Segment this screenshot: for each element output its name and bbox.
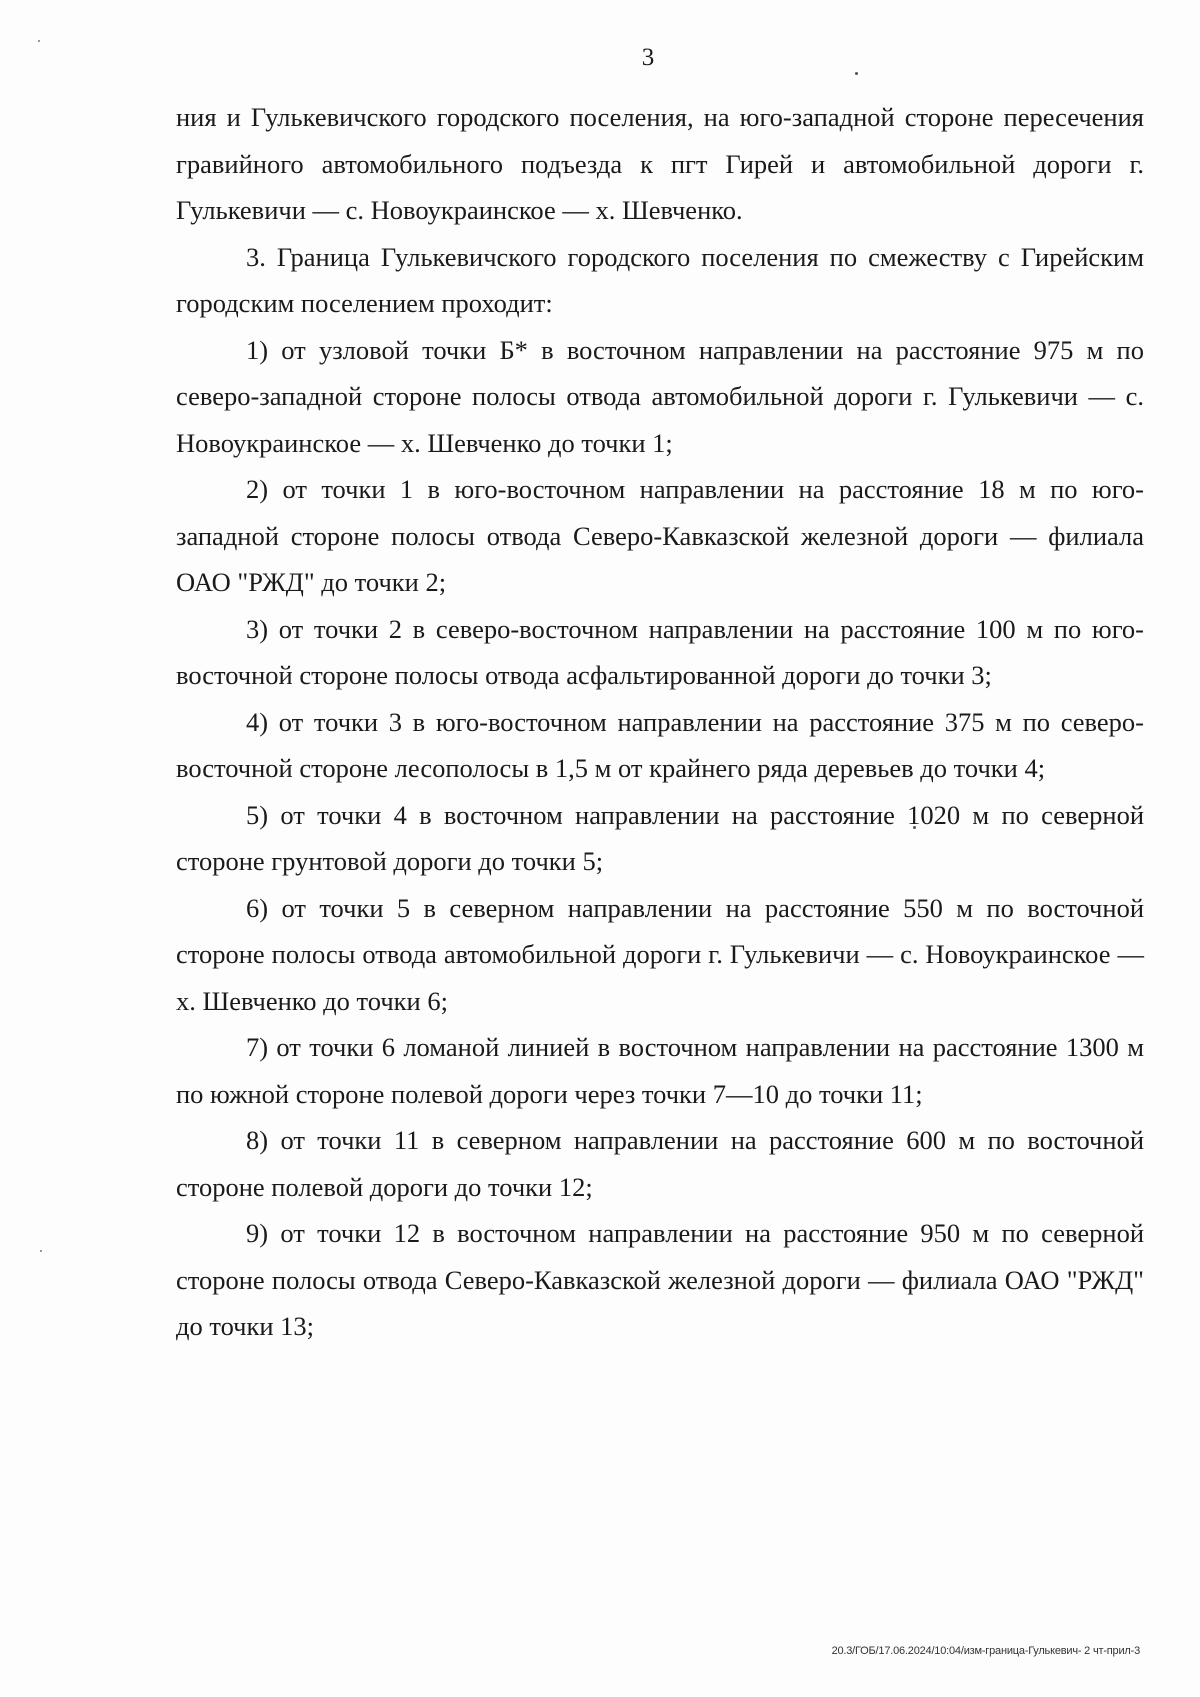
paragraph-section-3: 3. Граница Гулькевичского городского поселения по смежеству с Гирейским городским поселением проходит: (176, 241, 1144, 318)
paragraph-item-8: 8) от точки 11 в северном направлении на расстояние 600 м по восточной стороне полевой дороги до точки 12; (176, 1125, 1144, 1202)
scan-speck (40, 1250, 42, 1252)
paragraph-item-2: 2) от точки 1 в юго-восточном направлении на расстояние 18 м по юго-западной стороне полосы отвода Северо-Кавказской железной дороги — филиала ОАО "РЖД" до точки 2; (176, 474, 1144, 597)
document-body (176, 94, 1144, 1350)
paragraph-item-6: 6) от точки 5 в северном направлении на расстояние 550 м по восточной стороне полосы отвода автомобильной дороги г. Гулькевичи — с. Новоукраинское — х. Шевченко до точки 6; (176, 892, 1144, 1016)
paragraph-item-3: 3) от точки 2 в северо-восточном направлении на расстояние 100 м по юго-восточной стороне полосы отвода асфальтированной дороги до точки 3; (176, 613, 1144, 690)
paragraph-continuation: ния и Гулькевичского городского поселения, на юго-западной стороне пересечения гравийного автомобильного подъезда к пгт Гирей и автомобильной дороги г. Гулькевичи — с. Новоукраинское — х. Шевченко. (176, 102, 1144, 225)
scan-speck (855, 72, 858, 75)
paragraph-item-4: 4) от точки 3 в юго-восточном направлении на расстояние 375 м по северо-восточной стороне лесополосы в 1,5 м от крайнего ряда деревьев до точки 4; (176, 706, 1144, 783)
page-number: 3 (641, 44, 655, 71)
paragraph-item-5: 5) от точки 4 в восточном направлении на расстояние 1020 м по северной стороне грунтовой дороги до точки 5; (176, 799, 1144, 876)
document-footer-code: 20.3/ГОБ/17.06.2024/10:04/изм-граница-Гулькевич- 2 чт-прил-3 (831, 1645, 1140, 1657)
scan-speck (38, 40, 40, 42)
paragraph-item-1: 1) от узловой точки Б* в восточном направлении на расстояние 975 м по северо-западной стороне полосы отвода автомобильной дороги г. Гулькевичи — с. Новоукраинское — х. Шевченко до точки 1; (176, 334, 1144, 458)
paragraph-item-9: 9) от точки 12 в восточном направлении на расстояние 950 м по северной стороне полосы отвода Северо-Кавказской железной дороги — филиала ОАО "РЖД" до точки 13; (176, 1218, 1144, 1341)
paragraph-item-7: 7) от точки 6 ломаной линией в восточном направлении на расстояние 1300 м по южной стороне полевой дороги через точки 7—10 до точки 11; (176, 1032, 1144, 1109)
